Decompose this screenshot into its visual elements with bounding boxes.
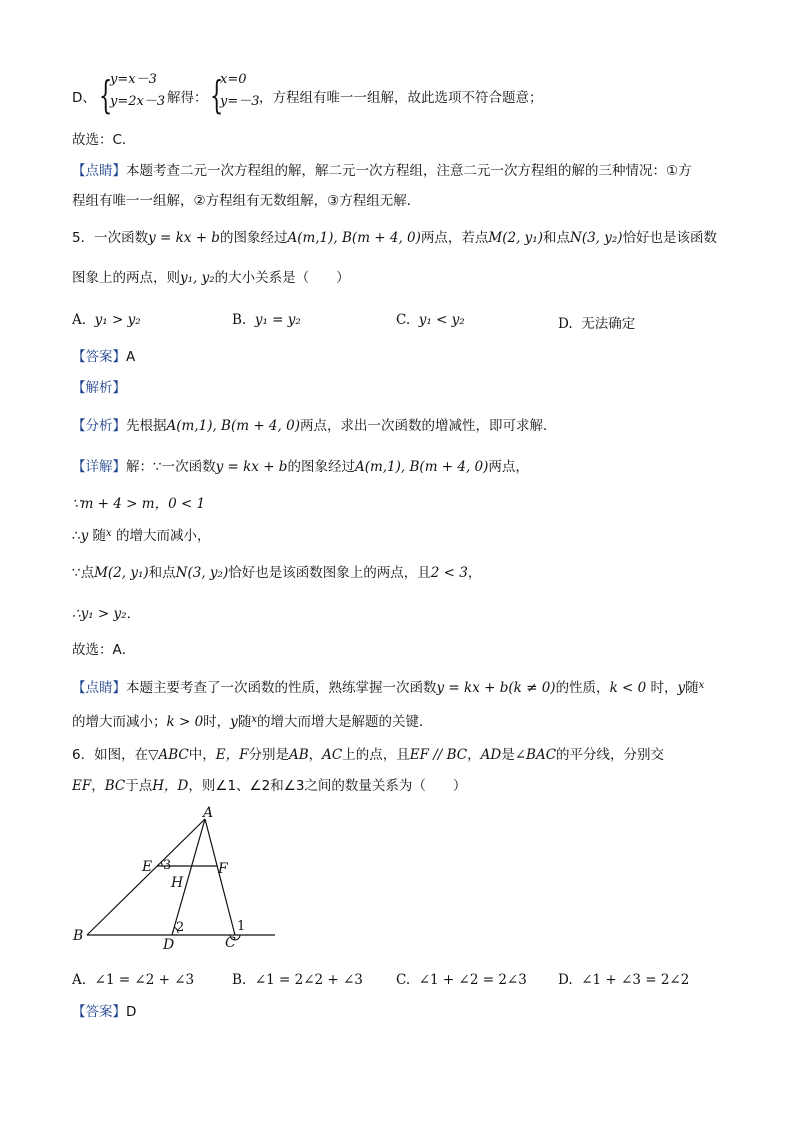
option-d-label: D、 xyxy=(72,90,96,106)
option-d-line xyxy=(72,72,754,118)
label-angle-2: 2 xyxy=(176,920,185,935)
solution-1: x=0 xyxy=(220,72,247,87)
q6-answer xyxy=(72,1002,754,1022)
q5-text-b: 的图象经过 xyxy=(219,230,288,246)
q6-stem-line1: 6．如图，在▽ABC中，E，F分别是AB，AC上的点，且EF // BC，AD是∠BAC的平分线，分别交 xyxy=(72,747,665,763)
q6-stem-line2: EF，BC于点H，D，则∠1、∠2和∠3之间的数量关系为（ ） xyxy=(72,778,467,794)
option-d-tail: ，方程组有唯一一组解，故此选项不符合题意； xyxy=(259,90,543,106)
q5-text-f: 图象上的两点，则 xyxy=(72,270,180,286)
q5-stem-line1 xyxy=(72,228,754,248)
q5-option-a[interactable]: A. y₁ > y₂ xyxy=(72,312,141,328)
answer-value: D xyxy=(126,1004,137,1020)
label-f: F xyxy=(218,861,228,877)
label-h: H xyxy=(171,875,184,891)
q5-function: y = kx + b xyxy=(148,230,220,246)
q5-text-d: 和点 xyxy=(543,230,570,246)
q5-analysis-tag: 【解析】 xyxy=(72,380,126,396)
left-brace: { xyxy=(99,73,113,117)
q4-comment-line2: 程组有唯一一组解，②方程组有无数组解，③方程组无解． xyxy=(72,193,421,209)
solution-2: y=－3 xyxy=(220,94,260,109)
answer-value: A xyxy=(126,349,136,365)
q6-option-a[interactable]: A. ∠1 = ∠2 + ∠3 xyxy=(72,972,195,988)
q6-option-d[interactable]: D. ∠1 + ∠3 = 2∠2 xyxy=(558,972,690,988)
q5-option-c[interactable]: C. y₁ < y₂ xyxy=(396,312,465,328)
q5-text-c: 两点，若点 xyxy=(420,230,489,246)
q5-point-m: M(2, y₁) xyxy=(488,230,543,246)
label-a: A xyxy=(203,805,214,821)
triangle-figure xyxy=(60,805,290,955)
label-c: C xyxy=(225,935,236,951)
q5-comment-line1: 【点睛】本题主要考查了一次函数的性质，熟练掌握一次函数y = kx + b(k ≠ 0)的性质，k < 0 时，y随$^x$ xyxy=(72,680,705,696)
q5-y-values: y₁, y₂ xyxy=(180,270,215,286)
q5-text-e: 恰好也是该函数 xyxy=(622,230,718,246)
detail-tag: 【详解】 xyxy=(72,459,126,475)
q4-choice: 故选：C． xyxy=(72,132,136,148)
label-angle-3: 3 xyxy=(163,858,172,873)
fenxi-tag: 【分析】 xyxy=(72,418,126,434)
q5-point-n: N(3, y₂) xyxy=(570,230,623,246)
comment-tag: 【点睛】 xyxy=(72,163,126,179)
q5-option-b[interactable]: B. y₁ = y₂ xyxy=(232,312,301,328)
q6-option-c[interactable]: C. ∠1 + ∠2 = 2∠3 xyxy=(396,972,527,988)
q5-step2: ∴y 随$^x$ 的增大而减小， xyxy=(72,528,211,544)
label-angle-1: 1 xyxy=(237,919,246,934)
comment-text-1: 本题考查二元一次方程组的解，解二元一次方程组，注意二元一次方程组的解的三种情况：①方 xyxy=(126,163,692,179)
answer-tag: 【答案】 xyxy=(72,1004,126,1020)
q5-step3: ∵点M(2, y₁)和点N(3, y₂)恰好也是该函数图象上的两点，且2 < 3， xyxy=(72,565,482,581)
answer-tag: 【答案】 xyxy=(72,349,126,365)
q6-option-b[interactable]: B. ∠1 = 2∠2 + ∠3 xyxy=(232,972,363,988)
q5-text-g: 的大小关系是（ ） xyxy=(214,270,350,286)
q5-answer xyxy=(72,347,754,367)
q5-choice: 故选：A． xyxy=(72,642,136,658)
label-b: B xyxy=(73,928,84,944)
q5-step4: ∴y₁ > y₂． xyxy=(72,606,141,622)
label-d: D xyxy=(163,937,175,953)
q5-points: A(m,1), B(m + 4, 0) xyxy=(287,230,421,246)
q5-stem-line2 xyxy=(72,268,754,288)
label-e: E xyxy=(142,859,153,875)
solve-text: 解得： xyxy=(167,90,208,106)
q5-option-d[interactable]: D. 无法确定 xyxy=(558,316,636,332)
line-ab xyxy=(87,819,205,935)
q5-fenxi: 【分析】先根据A(m,1), B(m + 4, 0)两点，求出一次函数的增减性，即可求解． xyxy=(72,418,557,434)
q5-step1: ∵m + 4 > m，0 < 1 xyxy=(72,496,206,512)
q5-detail: 【详解】解：∵一次函数y = kx + b的图象经过A(m,1), B(m + 4, 0)两点， xyxy=(72,459,529,475)
q4-comment-line1 xyxy=(72,161,754,181)
equation-2: y=2x－3 xyxy=(110,94,166,109)
equation-1: y=x－3 xyxy=(110,72,157,87)
left-brace-2: { xyxy=(210,73,224,117)
line-ac xyxy=(205,819,235,935)
q5-text-a: 5．一次函数 xyxy=(72,230,149,246)
q5-comment-line2: 的增大而减小；k > 0时，y随$^x$的增大而增大是解题的关键． xyxy=(72,714,433,730)
comment-tag: 【点睛】 xyxy=(72,680,126,696)
